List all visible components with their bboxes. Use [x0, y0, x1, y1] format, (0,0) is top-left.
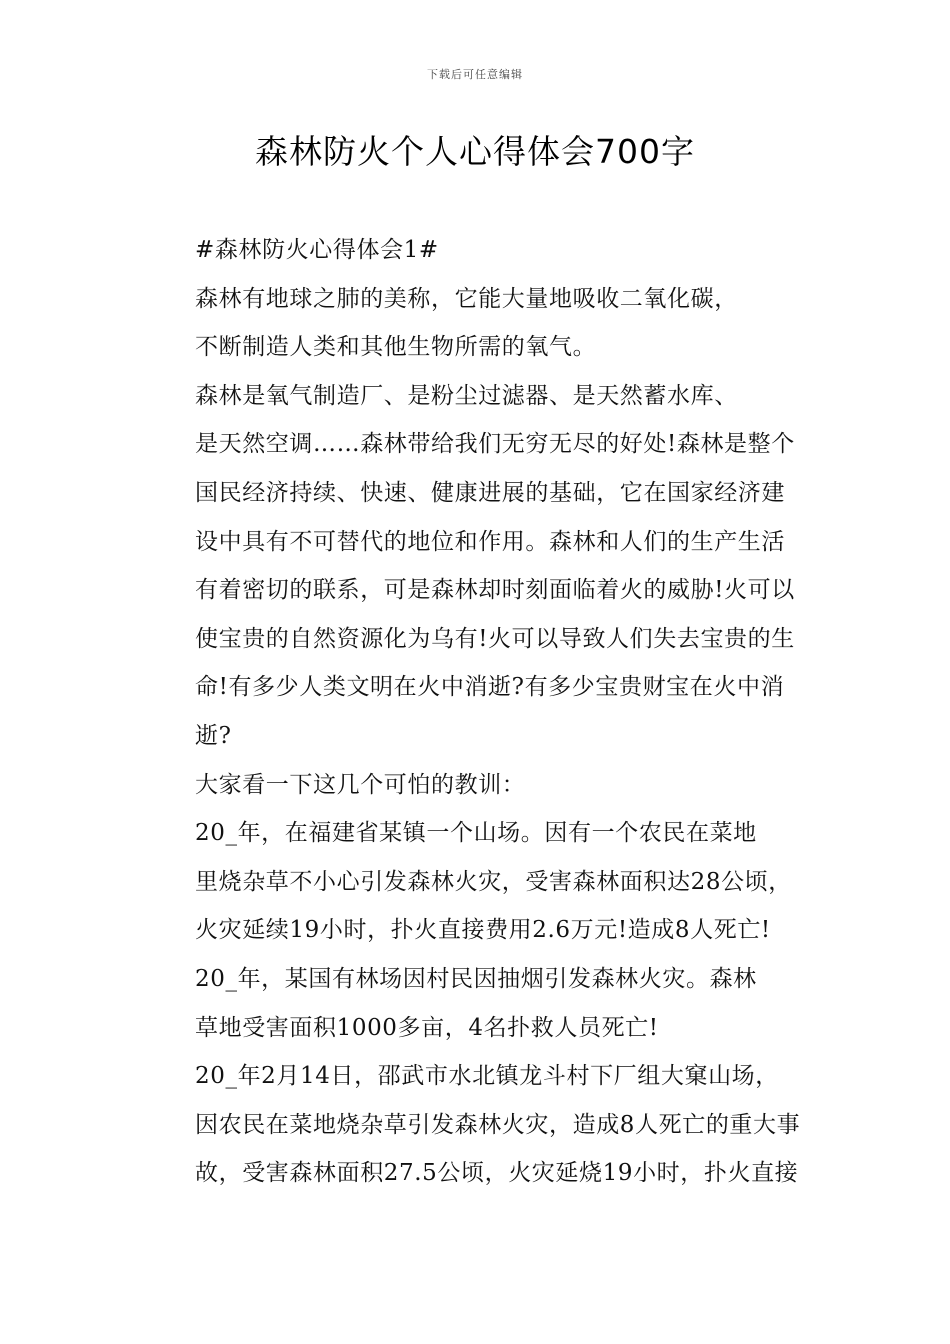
paragraph-line: 不断制造人类和其他生物所需的氧气。	[195, 334, 597, 361]
paragraph-line: #森林防火心得体会1#	[195, 237, 439, 263]
paragraph-line: 20_年，某国有林场因村民因抽烟引发森林火灾。森林	[195, 965, 757, 992]
document-body	[147, 226, 811, 1198]
paragraph-line: 20_年，在福建省某镇一个山场。因有一个农民在菜地	[195, 820, 757, 847]
paragraph-line: 使宝贵的自然资源化为乌有!火可以导致人们失去宝贵的生	[195, 625, 795, 652]
paragraph	[147, 955, 811, 1052]
paragraph	[147, 275, 811, 372]
paragraph-line: 因农民在菜地烧杂草引发森林火灾，造成8人死亡的重大事	[195, 1111, 801, 1138]
paragraph	[147, 1052, 811, 1198]
paragraph-line: 大家看一下这几个可怕的教训：	[195, 771, 526, 798]
paragraph-line: 国民经济持续、快速、健康进展的基础，它在国家经济建	[195, 479, 785, 506]
paragraph-line: 草地受害面积1000多亩，4名扑救人员死亡!	[195, 1014, 659, 1041]
paragraph	[147, 372, 811, 761]
paragraph	[147, 809, 811, 955]
paragraph-line: 命!有多少人类文明在火中消逝?有多少宝贵财宝在火中消	[195, 674, 785, 701]
paragraph-line: 里烧杂草不小心引发森林火灾，受害森林面积达28公顷，	[195, 868, 792, 895]
document-title: 森林防火个人心得体会700字	[255, 132, 695, 171]
paragraph-line: 故，受害森林面积27.5公顷，火灾延烧19小时，扑火直接	[195, 1160, 799, 1187]
paragraph-line: 森林有地球之肺的美称，它能大量地吸收二氧化碳，	[195, 285, 738, 312]
paragraph-line: 有着密切的联系，可是森林却时刻面临着火的威胁!火可以	[195, 577, 795, 604]
paragraph-line: 森林是氧气制造厂、是粉尘过滤器、是天然蓄水库、	[195, 382, 738, 409]
paragraph	[147, 226, 811, 275]
paragraph-line: 火灾延续19小时，扑火直接费用2.6万元!造成8人死亡!	[195, 917, 771, 944]
paragraph-line: 设中具有不可替代的地位和作用。森林和人们的生产生活	[195, 528, 785, 555]
paragraph	[147, 761, 811, 810]
header-note: 下载后可任意编辑	[427, 68, 523, 81]
paragraph-line: 20_年2月14日，邵武市水北镇龙斗村下厂组大窠山场，	[195, 1063, 779, 1090]
paragraph-line: 是天然空调……森林带给我们无穷无尽的好处!森林是整个	[195, 431, 795, 458]
paragraph-line: 逝?	[195, 722, 232, 749]
